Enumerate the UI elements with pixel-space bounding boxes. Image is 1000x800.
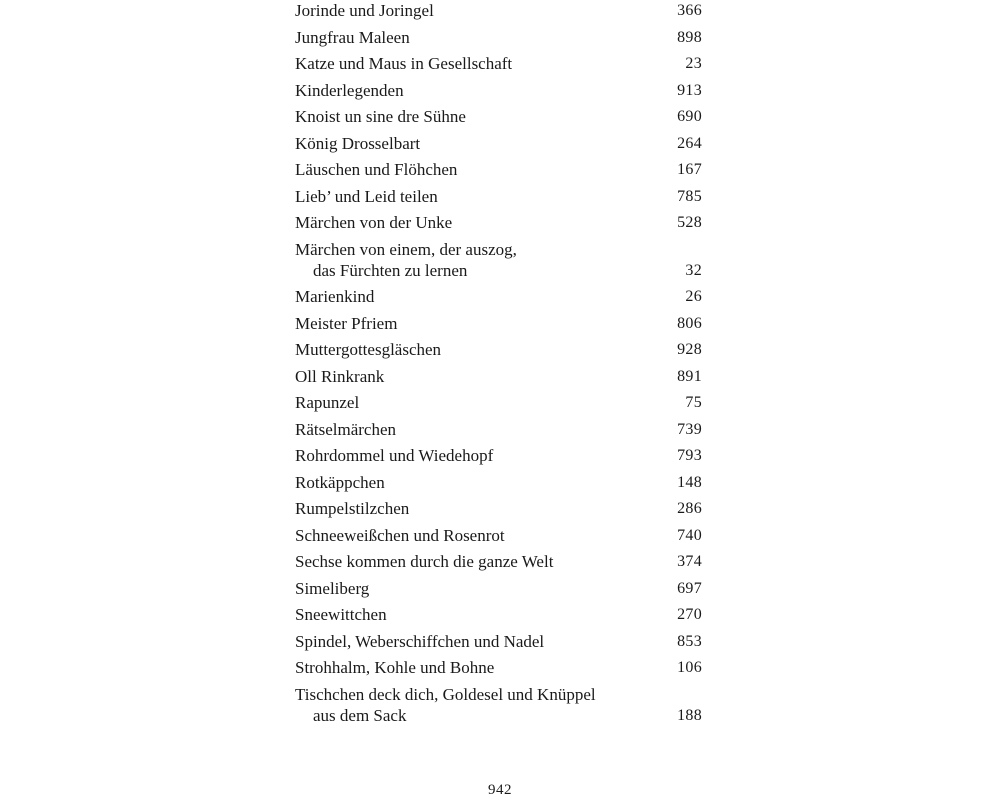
toc-entry-title: Tischchen deck dich, Goldesel und Knüppel [295,684,596,704]
toc-entry-page-number: 26 [685,288,702,305]
toc-entry [295,27,702,48]
toc-entry [295,133,702,154]
toc-entry-page-number: 148 [677,473,702,491]
toc-entry-title: Rapunzel [295,393,360,412]
toc-entry [295,366,702,387]
toc-entry [295,419,702,440]
toc-entry [295,339,702,360]
toc-entry-page-number: 270 [677,606,702,623]
toc-entry-page-number: 740 [677,526,702,544]
toc-entry-page-number: 913 [677,81,702,99]
toc-entry-title: Märchen von einem, der auszog, [295,239,517,259]
toc-entry-page-number: 23 [685,55,702,72]
toc-entry [295,313,702,334]
page-number: 942 [488,782,512,798]
toc-entry-page-number: 75 [685,394,702,411]
toc-entry [295,106,702,127]
toc-entry [295,498,702,519]
toc-entry-title: Knoist un sine dre Sühne [295,107,466,126]
toc-entry-title: König Drosselbart [295,133,421,153]
toc-entry [295,239,702,281]
toc-entry-page-number: 167 [677,161,702,178]
toc-entry-page-number: 785 [677,187,702,205]
toc-entry-title: Rotkäppchen [295,472,385,492]
toc-entry-page-number: 690 [677,108,702,125]
toc-entry-page-number: 806 [677,314,702,332]
toc-entry-title: Rohrdommel und Wiedehopf [295,446,494,465]
toc-entry [295,472,702,493]
toc-entry-title: Lieb’ und Leid teilen [295,186,438,206]
toc-entry-page-number: 106 [677,659,702,676]
toc-entry-page-number: 366 [677,2,702,19]
toc-entry-title: Meister Pfriem [295,313,398,333]
toc-entry-title: Muttergottesgläschen [295,340,442,359]
toc-entry-page-number: 898 [677,28,702,46]
toc-entry-page-number: 286 [677,500,702,517]
toc-entry-page-number: 528 [677,214,702,231]
toc-entry [295,159,702,180]
toc-entry [295,631,702,652]
toc-entry-page-number: 891 [677,367,702,385]
toc-entry-page-number: 374 [677,553,702,570]
toc-entry-title: Simeliberg [295,578,370,598]
toc-entry-title: Oll Rinkrank [295,366,385,386]
toc-entry-page-number: 264 [677,134,702,152]
toc-entry-title: Kinderlegenden [295,80,404,100]
toc-entry [295,684,702,726]
toc-entry-title: Spindel, Weberschiffchen und Nadel [295,631,545,651]
toc-entry-page-number: 739 [677,420,702,438]
toc-entry-page-number: 188 [677,706,702,724]
toc-entry [295,525,702,546]
toc-entry [295,551,702,572]
toc-entry [295,392,702,413]
toc-entry [295,445,702,466]
toc-entry-page-number: 32 [685,261,702,279]
toc-entry [295,0,702,21]
toc-entry-title-continuation: aus dem Sack [313,705,407,725]
toc-entry-title: Jorinde und Joringel [295,1,434,20]
toc-entry [295,186,702,207]
toc-entry-title: Jungfrau Maleen [295,27,410,47]
toc-entry-title: Rätselmärchen [295,419,397,439]
toc-entry [295,212,702,233]
toc-entry [295,80,702,101]
toc-entry-title: Strohhalm, Kohle und Bohne [295,658,495,677]
toc-entry [295,286,702,307]
toc-entry-title: Marienkind [295,287,375,306]
toc-entry [295,578,702,599]
toc-entry [295,604,702,625]
toc-entry-title: Schneeweißchen und Rosenrot [295,525,505,545]
toc-entry-title-continuation: das Fürchten zu lernen [313,260,468,280]
toc-entry-title: Rumpelstilzchen [295,499,410,518]
table-of-contents [295,0,702,731]
toc-entry-title: Läuschen und Flöhchen [295,160,458,179]
toc-entry-page-number: 793 [677,447,702,464]
toc-entry-title: Katze und Maus in Gesellschaft [295,54,513,73]
toc-entry [295,53,702,74]
toc-entry-title: Sechse kommen durch die ganze Welt [295,552,554,571]
toc-entry-page-number: 928 [677,341,702,358]
toc-entry-page-number: 853 [677,632,702,650]
toc-entry-page-number: 697 [677,579,702,597]
toc-entry-title: Sneewittchen [295,605,387,624]
toc-entry-title: Märchen von der Unke [295,213,453,232]
toc-entry [295,657,702,678]
